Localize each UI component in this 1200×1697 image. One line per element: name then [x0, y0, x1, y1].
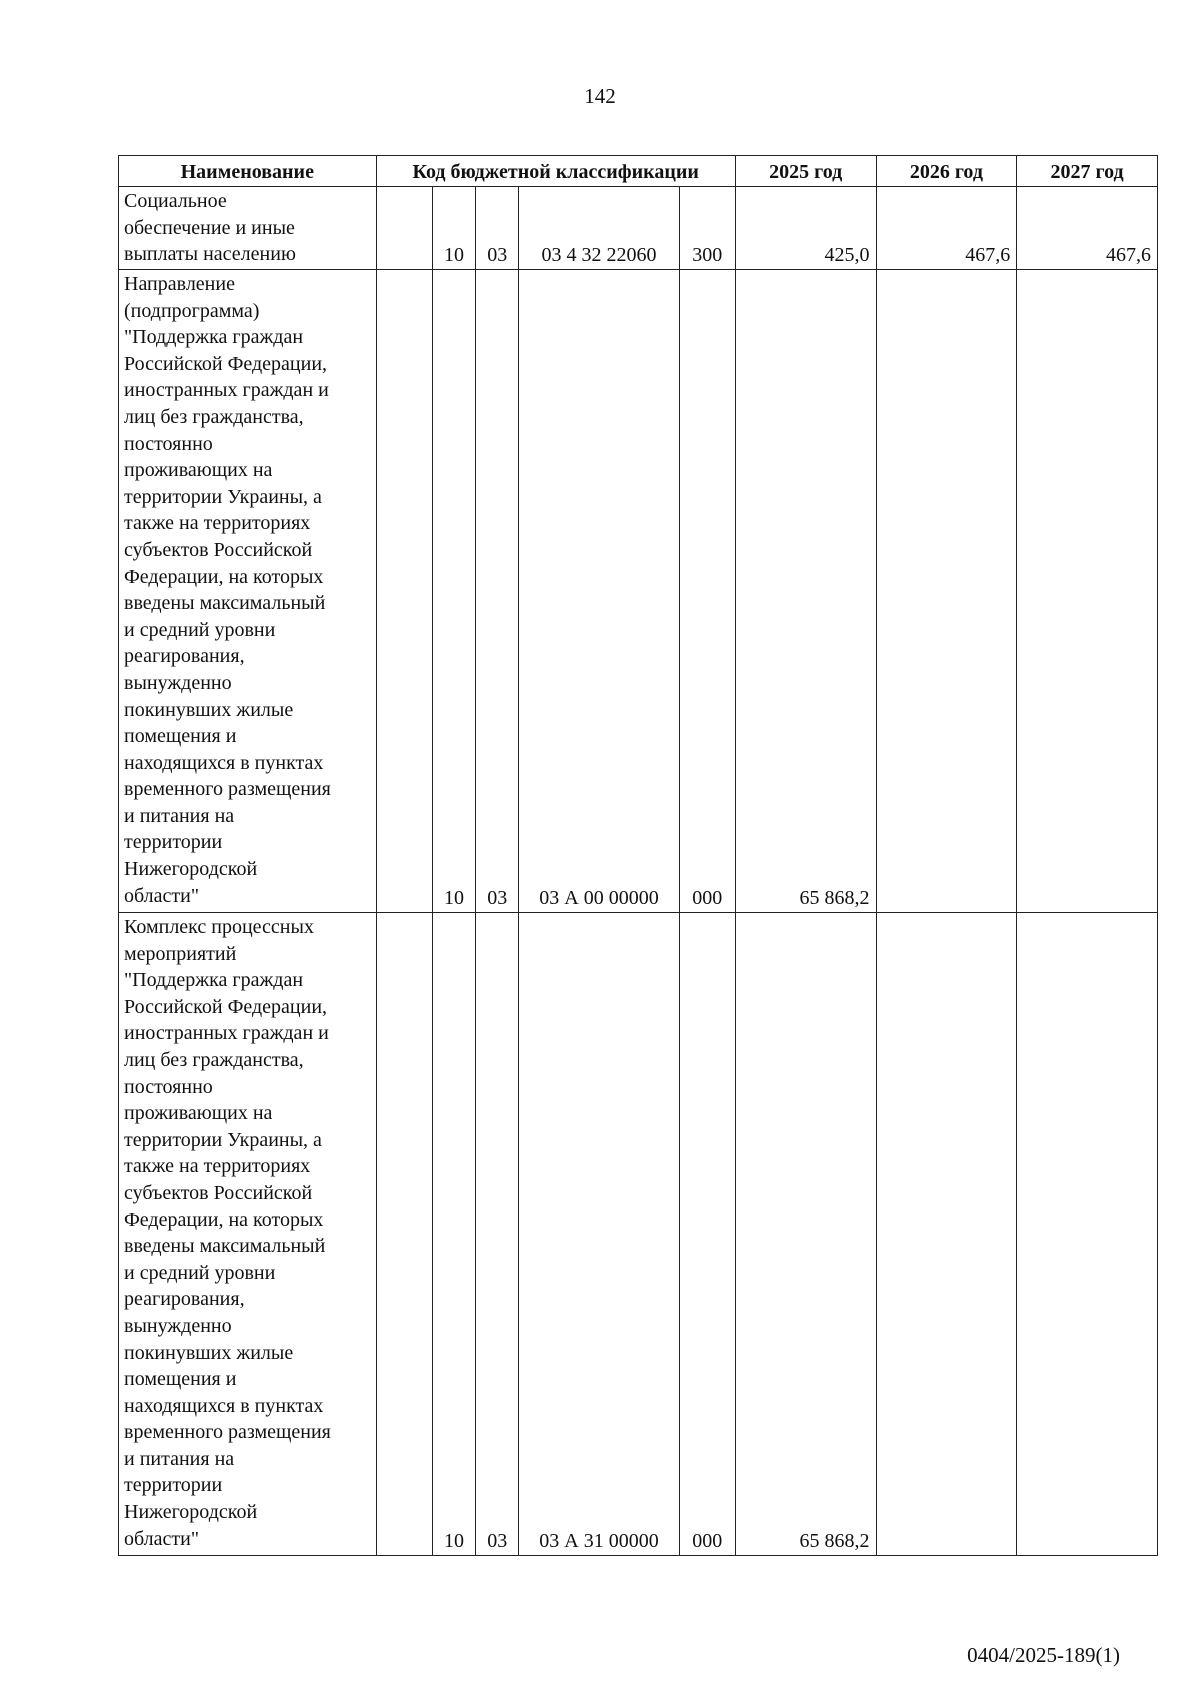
header-name: Наименование	[119, 156, 377, 187]
value-2026	[876, 913, 1017, 1556]
code-cell-target: 03 4 32 22060	[519, 187, 679, 270]
table-row	[119, 913, 1158, 1556]
value-2025: 65 868,2	[735, 270, 876, 913]
value-2027: 467,6	[1017, 187, 1158, 270]
value-2027	[1017, 913, 1158, 1556]
header-2025: 2025 год	[735, 156, 876, 187]
row-name: Направление (подпрограмма) "Поддержка граждан Российской Федерации, иностранных граждан и лиц без гражданства, постоянно проживающих на территории Украины, а также на территориях субъектов Российской Федерации, на которых введены максимальный и средний уровни реагирования, вынужденно покинувших жилые помещения и находящихся в пунктах временного размещения и питания на территории Нижегородской области"	[119, 270, 377, 913]
code-cell-type: 300	[679, 187, 735, 270]
code-cell-subsection: 03	[476, 913, 519, 1556]
code-cell-section: 10	[432, 187, 475, 270]
value-2025: 65 868,2	[735, 913, 876, 1556]
code-cell-1	[376, 913, 432, 1556]
code-cell-section: 10	[432, 270, 475, 913]
table-row	[119, 187, 1158, 270]
value-2026: 467,6	[876, 187, 1017, 270]
code-cell-1	[376, 270, 432, 913]
page-number: 142	[584, 84, 616, 108]
table-header-row	[119, 156, 1158, 187]
row-name: Социальное обеспечение и иные выплаты населению	[119, 187, 377, 270]
row-name: Комплекс процессных мероприятий "Поддержка граждан Российской Федерации, иностранных граждан и лиц без гражданства, постоянно проживающих на территории Украины, а также на территориях субъектов Российской Федерации, на которых введены максимальный и средний уровни реагирования, вынужденно покинувших жилые помещения и находящихся в пунктах временного размещения и питания на территории Нижегородской области"	[119, 913, 377, 1556]
code-cell-section: 10	[432, 913, 475, 1556]
table-row	[119, 270, 1158, 913]
code-cell-subsection: 03	[476, 270, 519, 913]
code-cell-target: 03 А 00 00000	[519, 270, 679, 913]
budget-table	[118, 155, 1158, 1556]
code-cell-1	[376, 187, 432, 270]
header-code: Код бюджетной классификации	[376, 156, 735, 187]
code-cell-type: 000	[679, 913, 735, 1556]
header-2027: 2027 год	[1017, 156, 1158, 187]
value-2026	[876, 270, 1017, 913]
code-cell-target: 03 А 31 00000	[519, 913, 679, 1556]
value-2025: 425,0	[735, 187, 876, 270]
code-cell-subsection: 03	[476, 187, 519, 270]
code-cell-type: 000	[679, 270, 735, 913]
value-2027	[1017, 270, 1158, 913]
header-2026: 2026 год	[876, 156, 1017, 187]
document-code: 0404/2025-189(1)	[967, 1643, 1120, 1667]
